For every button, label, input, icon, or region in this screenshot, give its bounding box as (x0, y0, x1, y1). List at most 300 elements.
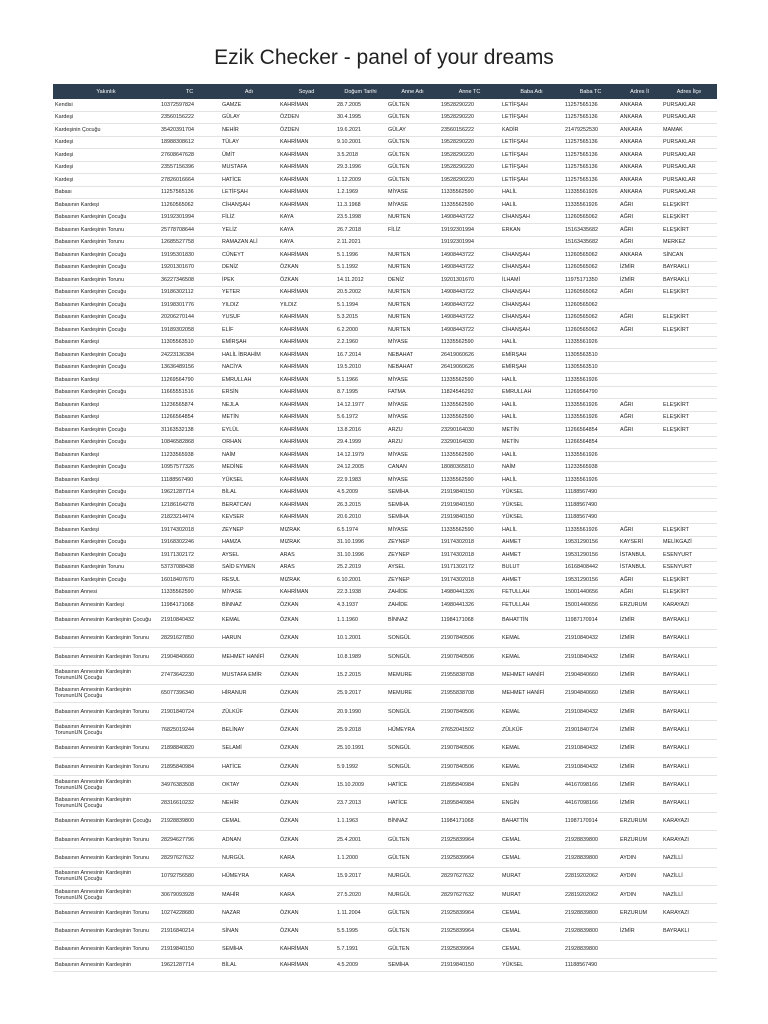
table-cell: KAYA (278, 224, 335, 237)
table-cell: HALİL (500, 199, 563, 212)
table-cell: 11269564790 (159, 374, 220, 387)
table-cell: EYLÜL (220, 424, 278, 437)
table-cell: 21910840432 (159, 611, 220, 629)
table-row (53, 702, 717, 720)
table-cell: 19621287714 (159, 486, 220, 499)
table-row (53, 940, 717, 958)
table-row (53, 211, 717, 224)
table-cell: 19174302018 (439, 536, 500, 549)
table-cell: 24223136384 (159, 349, 220, 362)
table-cell: 27826016664 (159, 174, 220, 187)
table-cell: 19192301994 (159, 211, 220, 224)
table-cell (618, 374, 661, 387)
table-cell: KAHRİMAN (278, 174, 335, 187)
table-row (53, 684, 717, 702)
table-cell: 14980441326 (439, 599, 500, 612)
table-cell: MURAT (500, 885, 563, 903)
table-cell: AĞRI (618, 236, 661, 249)
table-cell: 1.1.1963 (335, 812, 386, 830)
table-cell: Babasının Kardeşinin Torunu (53, 236, 159, 249)
table-cell: KARAYAZI (661, 904, 717, 922)
table-cell: HATİCE (386, 776, 439, 794)
table-header (53, 84, 717, 99)
table-cell: METİN (220, 411, 278, 424)
table-cell: Babasının Annesinin Kardeşinin TorununUN Çocuğu (53, 885, 159, 903)
table-cell (661, 299, 717, 312)
table-cell: RAMAZAN ALİ (220, 236, 278, 249)
table-cell: 5.1.1996 (335, 249, 386, 262)
table-row (53, 776, 717, 794)
table-row (53, 274, 717, 287)
table-cell: EMRULLAH (500, 386, 563, 399)
table-cell (661, 499, 717, 512)
table-cell: MEHMET HANİFİ (500, 684, 563, 702)
table-cell: YILDIZ (220, 299, 278, 312)
table-cell: 28316610232 (159, 794, 220, 812)
table-cell: 11335562590 (439, 374, 500, 387)
table-cell: 28297627632 (439, 867, 500, 885)
column-header: Adres İlçe (676, 88, 702, 95)
table-cell: Babasının Annesinin Kardeşinin Torunu (53, 922, 159, 940)
column-header: Soyad (298, 88, 315, 95)
table-cell: 27473642230 (159, 666, 220, 684)
table-cell: 11335561926 (563, 411, 618, 424)
table-cell: 21919840150 (439, 486, 500, 499)
table-cell: Babasının Annesinin Kardeşinin Torunu (53, 739, 159, 757)
table-cell: 11305563510 (563, 349, 618, 362)
table-cell: Babasının Kardeşinin Torunu (53, 224, 159, 237)
table-cell: Kardeşi (53, 111, 159, 124)
table-cell: ELEŞKİRT (661, 199, 717, 212)
table-cell: OKTAY (220, 776, 278, 794)
table-cell: CİHANŞAH (500, 324, 563, 337)
table-cell: CEMAL (500, 831, 563, 849)
table-cell: 6.5.1974 (335, 524, 386, 537)
table-cell: 21895840984 (439, 794, 500, 812)
table-cell: 11260565062 (563, 324, 618, 337)
table-cell: MERKEZ (661, 236, 717, 249)
table-cell: 25.10.1991 (335, 739, 386, 757)
table-cell: 11260565062 (563, 299, 618, 312)
table-cell: Babasının Kardeşinin Çocuğu (53, 536, 159, 549)
table-cell: 76825019244 (159, 721, 220, 739)
table-cell: İZMİR (618, 684, 661, 702)
table-cell: 23290164030 (439, 424, 500, 437)
table-cell: 4.5.2009 (335, 959, 386, 972)
table-cell: 11335562590 (439, 186, 500, 199)
table-cell: ERZURUM (618, 904, 661, 922)
table-row (53, 666, 717, 684)
table-cell: 21823214474 (159, 511, 220, 524)
table-cell: KADİR (500, 124, 563, 137)
table-row (53, 499, 717, 512)
table-cell: 11335562590 (159, 586, 220, 599)
table-row (53, 757, 717, 775)
table-row (53, 386, 717, 399)
table-cell: KAHRİMAN (278, 449, 335, 462)
table-cell: ZEYNEP (386, 574, 439, 587)
table-cell: NAZAR (220, 904, 278, 922)
table-cell: 2.11.2021 (335, 236, 386, 249)
table-cell: ESENYURT (661, 561, 717, 574)
column-header: Baba Adı (520, 88, 543, 95)
table-cell: 20.6.2010 (335, 511, 386, 524)
table-row (53, 324, 717, 337)
table-cell: BAYRAKLI (661, 684, 717, 702)
table-cell: AYDIN (618, 885, 661, 903)
table-cell: MAHİR (220, 885, 278, 903)
table-cell: 21928839800 (563, 940, 618, 958)
table-cell: 11188567490 (563, 486, 618, 499)
table-row (53, 299, 717, 312)
table-cell (618, 940, 661, 958)
table-cell: 19528290220 (439, 136, 500, 149)
table-cell (386, 236, 439, 249)
table-cell: Babasının Kardeşinin Çocuğu (53, 286, 159, 299)
table-cell: BİNNAZ (220, 599, 278, 612)
table-row (53, 885, 717, 903)
table-cell: 21925839964 (439, 922, 500, 940)
table-cell: 19531290156 (563, 574, 618, 587)
table-cell: YILDIZ (278, 299, 335, 312)
table-cell: 21919840150 (159, 940, 220, 958)
table-cell: Babasının Annesinin Kardeşinin Torunu (53, 702, 159, 720)
table-cell: KEMAL (500, 757, 563, 775)
table-cell: Kardeşi (53, 161, 159, 174)
table-cell: 36227346508 (159, 274, 220, 287)
table-cell: Kendisi (53, 99, 159, 111)
table-row (53, 374, 717, 387)
table-cell: Babasının Kardeşi (53, 199, 159, 212)
table-cell: İPEK (220, 274, 278, 287)
table-row (53, 959, 717, 972)
table-row (53, 149, 717, 162)
table-cell: 21910840432 (563, 648, 618, 666)
table-cell: MİYASE (220, 586, 278, 599)
table-cell: CİHANŞAH (500, 249, 563, 262)
table-cell: LETİFŞAH (500, 111, 563, 124)
table-cell: ÜMİT (220, 149, 278, 162)
table-row (53, 336, 717, 349)
table-cell: ZEYNEP (386, 549, 439, 562)
table-cell: YÜKSEL (220, 474, 278, 487)
table-cell: 11260565062 (563, 311, 618, 324)
table-cell: ELEŞKİRT (661, 224, 717, 237)
table-cell: 20206270144 (159, 311, 220, 324)
table-cell: 21907840506 (439, 648, 500, 666)
table-cell: SİNCAN (661, 249, 717, 262)
table-cell: NURGÜL (386, 885, 439, 903)
table-cell: ÖZKAN (278, 702, 335, 720)
table-cell: ESENYURT (661, 549, 717, 562)
table-cell: 25.9.2018 (335, 721, 386, 739)
table-cell: MUSTAFA (220, 161, 278, 174)
table-cell: GÜLTEN (386, 99, 439, 111)
table-cell: KAYA (278, 236, 335, 249)
table-cell: ANKARA (618, 136, 661, 149)
table-cell: AHMET (500, 574, 563, 587)
table-cell: Babasının Kardeşinin Torunu (53, 274, 159, 287)
table-cell: 11335562590 (439, 399, 500, 412)
table-cell: HALİL (500, 374, 563, 387)
table-cell: GÜLTEN (386, 831, 439, 849)
table-cell: MUSTAFA EMİR (220, 666, 278, 684)
table-cell: 5.9.1992 (335, 757, 386, 775)
table-cell: 11257565136 (563, 111, 618, 124)
column-header: Adres İl (630, 88, 649, 95)
table-cell: KAHRİMAN (278, 486, 335, 499)
table-cell: 11335561926 (563, 186, 618, 199)
table-cell: 11260565062 (563, 286, 618, 299)
table-cell: ÖZKAN (278, 629, 335, 647)
table-cell: 22819202062 (563, 885, 618, 903)
table-cell: Babasının Kardeşi (53, 474, 159, 487)
table-cell: CİHANŞAH (500, 299, 563, 312)
table-row (53, 561, 717, 574)
table-cell (661, 386, 717, 399)
table-cell: AĞRI (618, 324, 661, 337)
table-cell: BAYRAKLI (661, 629, 717, 647)
table-row (53, 599, 717, 612)
table-cell: ÖZKAN (278, 261, 335, 274)
table-cell: 25.4.2001 (335, 831, 386, 849)
table-cell: ELİF (220, 324, 278, 337)
column-header: Baba TC (579, 88, 602, 95)
table-cell: 19528290220 (439, 161, 500, 174)
table-cell: BİLAL (220, 486, 278, 499)
table-cell: GÜLTEN (386, 922, 439, 940)
table-cell: FETULLAH (500, 599, 563, 612)
table-cell: METİN (500, 436, 563, 449)
table-cell: 19621287714 (159, 959, 220, 972)
table-cell: 19201301670 (159, 261, 220, 274)
table-cell: BAYRAKLI (661, 739, 717, 757)
table-cell: 25.2.2019 (335, 561, 386, 574)
table-cell: 11335561926 (563, 199, 618, 212)
table-cell: 10957577326 (159, 461, 220, 474)
table-cell: NEHİR (220, 124, 278, 137)
table-cell: 9.10.2001 (335, 136, 386, 149)
table-cell: 29.4.1999 (335, 436, 386, 449)
table-cell: 10792756580 (159, 867, 220, 885)
table-cell: 1.1.2000 (335, 849, 386, 867)
table-cell: 21955838708 (439, 666, 500, 684)
table-cell: ARZU (386, 436, 439, 449)
table-cell: GÜLAY (220, 111, 278, 124)
table-cell: 53737088438 (159, 561, 220, 574)
table-cell: YELİZ (220, 224, 278, 237)
table-cell: İZMİR (618, 794, 661, 812)
table-cell: ÖZDEN (278, 124, 335, 137)
table-cell: AHMET (500, 536, 563, 549)
table-cell: 11260565062 (159, 199, 220, 212)
table-row (53, 136, 717, 149)
table-cell: ERZURUM (618, 831, 661, 849)
table-cell: 11188567490 (159, 474, 220, 487)
table-cell: 28294627796 (159, 831, 220, 849)
table-cell: AĞRI (618, 311, 661, 324)
table-cell: 35420391704 (159, 124, 220, 137)
table-cell: KAHRİMAN (278, 161, 335, 174)
table-cell: 11260565062 (563, 211, 618, 224)
table-cell: HALİL (500, 336, 563, 349)
table-cell: YETER (220, 286, 278, 299)
table-cell: İLHAMİ (500, 274, 563, 287)
table-row (53, 648, 717, 666)
table-cell (618, 349, 661, 362)
table-cell: Babası (53, 186, 159, 199)
table-cell: ENGİN (500, 794, 563, 812)
table-cell: SONGÜL (386, 757, 439, 775)
table-cell: AĞRI (618, 199, 661, 212)
table-cell: 28291627850 (159, 629, 220, 647)
column-header: Anne TC (458, 88, 481, 95)
table-cell: 19174302018 (439, 574, 500, 587)
table-cell: 11335561926 (563, 449, 618, 462)
table-cell: BAYRAKLI (661, 261, 717, 274)
table-cell: EMİRŞAH (500, 349, 563, 362)
table-cell: GAMZE (220, 99, 278, 111)
table-cell: METİN (500, 424, 563, 437)
table-cell: KAHRİMAN (278, 386, 335, 399)
table-cell (661, 336, 717, 349)
table-cell: 13.8.2016 (335, 424, 386, 437)
table-cell: NURGÜL (386, 867, 439, 885)
table-cell: CANAN (386, 461, 439, 474)
table-cell: ÖZKAN (278, 739, 335, 757)
table-cell: 19.5.2010 (335, 361, 386, 374)
table-cell: 21919840150 (439, 511, 500, 524)
table-cell: 44167098166 (563, 776, 618, 794)
table-cell: NAİM (220, 449, 278, 462)
table-cell: ANKARA (618, 174, 661, 187)
table-cell: 5.6.1972 (335, 411, 386, 424)
table-cell: 1.11.2004 (335, 904, 386, 922)
table-cell: NEJLA (220, 399, 278, 412)
table-cell: ELEŞKİRT (661, 211, 717, 224)
table-cell: ZAHİDE (386, 586, 439, 599)
table-cell: Babasının Kardeşinin Çocuğu (53, 211, 159, 224)
table-cell: NURTEN (386, 261, 439, 274)
table-cell: KAHRİMAN (278, 411, 335, 424)
table-cell: KAHRİMAN (278, 311, 335, 324)
table-cell: ELEŞKİRT (661, 424, 717, 437)
table-cell: 19528290220 (439, 99, 500, 111)
table-cell: İZMİR (618, 739, 661, 757)
table-cell (618, 361, 661, 374)
table-cell: Babasının Annesinin Kardeşinin Torunu (53, 940, 159, 958)
table-cell: 15.9.2017 (335, 867, 386, 885)
table-cell: GÜLTEN (386, 849, 439, 867)
table-row (53, 161, 717, 174)
table-cell: 6.2.2000 (335, 324, 386, 337)
table-cell: 27.5.2020 (335, 885, 386, 903)
table-cell: ZEYNEP (220, 524, 278, 537)
table-cell: AĞRI (618, 286, 661, 299)
table-cell: MİYASE (386, 336, 439, 349)
table-cell: EMİRŞAH (500, 361, 563, 374)
table-cell: MİYASE (386, 411, 439, 424)
table-cell: 21928839800 (563, 904, 618, 922)
table-cell: 21898840820 (159, 739, 220, 757)
table-cell: MEMURE (386, 666, 439, 684)
table-cell: 19186302112 (159, 286, 220, 299)
table-cell: ERKAN (500, 224, 563, 237)
table-cell: 5.5.1995 (335, 922, 386, 940)
table-cell: 21901840724 (159, 702, 220, 720)
table-cell: ÖZKAN (278, 666, 335, 684)
table-cell: GÜLTEN (386, 904, 439, 922)
table-cell: ÖZKAN (278, 274, 335, 287)
table-cell: AYDIN (618, 867, 661, 885)
table-cell: Babasının Kardeşinin Çocuğu (53, 424, 159, 437)
table-cell: LETİFŞAH (500, 174, 563, 187)
table-cell: 11.3.1968 (335, 199, 386, 212)
table-cell: 11335561926 (563, 399, 618, 412)
table-cell: KARA (278, 867, 335, 885)
table-cell: 19528290220 (439, 174, 500, 187)
table-cell (661, 374, 717, 387)
table-cell: HALİL (500, 411, 563, 424)
table-cell: PURSAKLAR (661, 186, 717, 199)
table-cell: 22.3.1938 (335, 586, 386, 599)
table-cell: Babasının Kardeşinin Çocuğu (53, 299, 159, 312)
table-row (53, 611, 717, 629)
table-cell: FİLİZ (386, 224, 439, 237)
table-cell: 15.10.2009 (335, 776, 386, 794)
table-cell: 23.5.1998 (335, 211, 386, 224)
table-cell: HİRANUR (220, 684, 278, 702)
table-cell: KEMAL (500, 648, 563, 666)
table-cell: 10372597824 (159, 99, 220, 111)
table-cell: 21901840724 (563, 721, 618, 739)
table-cell (618, 499, 661, 512)
table-cell: BAYRAKLI (661, 611, 717, 629)
table-cell: Babasının Kardeşinin Çocuğu (53, 324, 159, 337)
table-cell: ÖZKAN (278, 922, 335, 940)
table-cell (661, 486, 717, 499)
table-row (53, 794, 717, 812)
table-row (53, 199, 717, 212)
table-cell: KAHRİMAN (278, 461, 335, 474)
table-cell: 13636489156 (159, 361, 220, 374)
table-cell: YÜKSEL (500, 959, 563, 972)
table-cell: Babasının Annesinin Kardeşi (53, 599, 159, 612)
table-cell: ELEŞKİRT (661, 574, 717, 587)
table-cell: 26.3.2015 (335, 499, 386, 512)
table-cell: Babasının Kardeşi (53, 399, 159, 412)
table-cell: Babasının Kardeşi (53, 524, 159, 537)
table-cell: 11984171068 (439, 812, 500, 830)
table-cell: NAZİLLİ (661, 849, 717, 867)
table-cell (661, 959, 717, 972)
table-cell: 11260565062 (563, 249, 618, 262)
table-cell (618, 436, 661, 449)
table-row (53, 124, 717, 137)
table-cell: MİYASE (386, 449, 439, 462)
table-cell: NURTEN (386, 299, 439, 312)
table-cell: 10.8.1989 (335, 648, 386, 666)
table-cell: MİYASE (386, 199, 439, 212)
table-row (53, 449, 717, 462)
table-row (53, 474, 717, 487)
table-cell (618, 959, 661, 972)
table-cell: KARA (278, 849, 335, 867)
table-cell: 11266564854 (159, 411, 220, 424)
table-cell: HAMZA (220, 536, 278, 549)
table-cell: Babasının Kardeşinin Çocuğu (53, 261, 159, 274)
table-cell: CEMAL (500, 849, 563, 867)
